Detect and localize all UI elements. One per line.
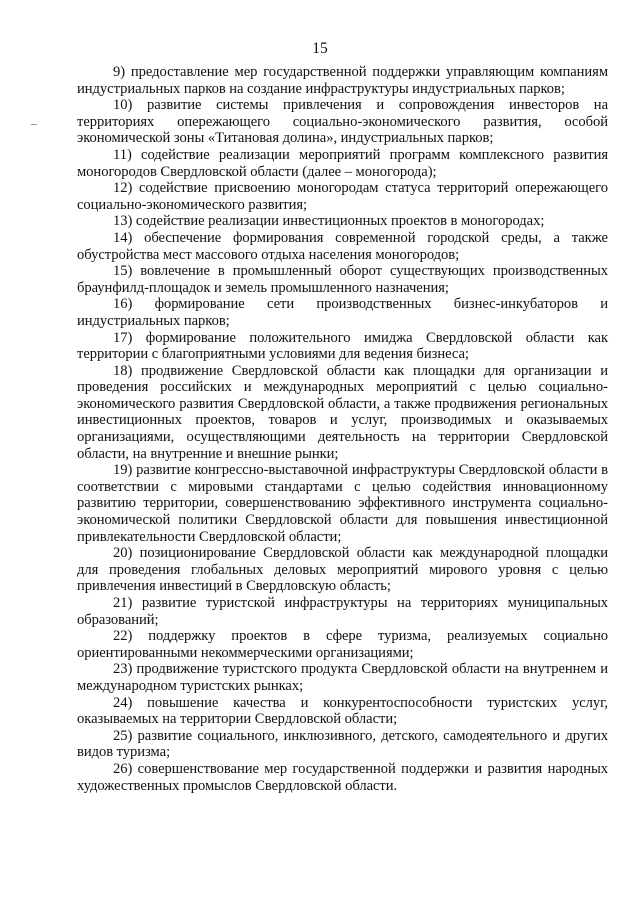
- margin-mark: [31, 124, 37, 125]
- list-item-15: 15) вовлечение в промышленный оборот существующих производственных браунфилд-площадок и земель промышленного назначения;: [77, 263, 608, 296]
- list-item-24: 24) повышение качества и конкурентоспособности туристских услуг, оказываемых на территории Свердловской области;: [77, 694, 608, 728]
- list-item-11: 11) содействие реализации мероприятий программ комплексного развития моногородов Свердловской области (далее – моногорода);: [77, 146, 608, 180]
- list-item-9: 9) предоставление мер государственной поддержки управляющим компаниям индустриальных парков на создание инфраструктуры индустриальных парков;: [77, 64, 608, 97]
- list-item-22: 22) поддержку проектов в сфере туризма, реализуемых социально ориентированными некоммерческими организациями;: [77, 628, 608, 661]
- list-item-16: 16) формирование сети производственных бизнес-инкубаторов и индустриальных парков;: [77, 296, 608, 329]
- list-item-23: 23) продвижение туристского продукта Свердловской области на внутреннем и международном туристских рынках;: [77, 661, 608, 694]
- list-item-18: 18) продвижение Свердловской области как площадки для организации и проведения российских и международных мероприятий с целью социально-экономического развития Свердловской области, а также продвижения региональных инвестиционных проектов, товаров и услуг, производимых и оказываемых организациями, осуществляющими деятельность на территории Свердловской области, на внутренние и внешние рынки;: [77, 362, 608, 462]
- list-item-26: 26) совершенствование мер государственной поддержки и развития народных художественных промыслов Свердловской области.: [77, 760, 608, 794]
- list-item-19: 19) развитие конгрессно-выставочной инфраструктуры Свердловской области в соответствии с мировыми стандартами с целью содействия инновационному развитию территории, совершенствованию эффективного инструмента социально-экономической политики Свердловской области для повышения инвестиционной привлекательности Свердловской области;: [77, 462, 608, 545]
- list-item-25: 25) развитие социального, инклюзивного, детского, самодеятельного и других видов туризма;: [77, 727, 608, 761]
- list-item-13: 13) содействие реализации инвестиционных проектов в моногородах;: [113, 213, 545, 230]
- page-number: 15: [312, 40, 328, 57]
- list-item-20: 20) позиционирование Свердловской области как международной площадки для проведения глобальных деловых мероприятий мирового уровня с целью привлечения инвестиций в Свердловскую область;: [77, 545, 608, 595]
- list-item-17: 17) формирование положительного имиджа Свердловской области как территории с благоприятными условиями для ведения бизнеса;: [77, 329, 608, 363]
- list-item-14: 14) обеспечение формирования современной городской среды, а также обустройства мест массового отдыха населения моногородов;: [77, 229, 608, 263]
- list-item-21: 21) развитие туристской инфраструктуры на территориях муниципальных образований;: [77, 595, 608, 628]
- list-item-10: 10) развитие системы привлечения и сопровождения инвесторов на территориях опережающего социально-экономического развития, особой экономической зоны «Титановая долина», индустриальных парков;: [77, 97, 608, 147]
- document-body: [77, 64, 608, 794]
- list-item-12: 12) содействие присвоению моногородам статуса территорий опережающего социально-экономического развития;: [77, 180, 608, 213]
